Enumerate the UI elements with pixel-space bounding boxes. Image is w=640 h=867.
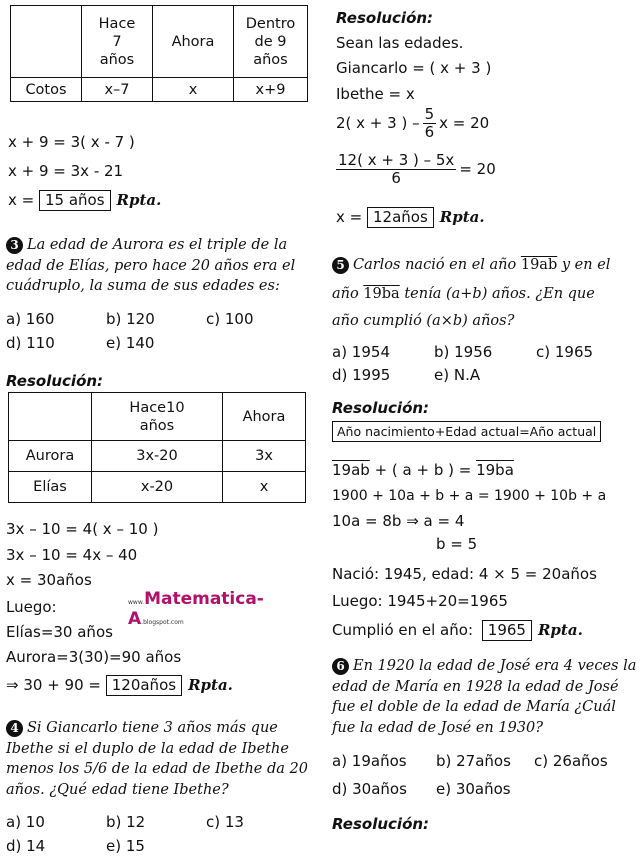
option: c) 13 [206,813,244,831]
answer-box: 15 años [39,190,111,211]
header-hace: Hace10 años [92,393,223,441]
cell: x-20 [92,472,223,503]
cell: x+9 [234,78,308,102]
rpta-label: Rpta. [188,676,233,694]
option: b) 1956 [434,343,493,361]
option: c) 1965 [536,343,594,361]
answer-line: ⇒ 30 + 90 = 120años Rpta. [6,676,233,694]
eq-line: Luego: [6,598,57,616]
problem-6: 6 En 1920 la edad de José era 4 veces la edad de María en 1928 la edad de José fue el doble de la edad de María ¿Cuál fue la edad de José en 1930? [332,658,637,736]
rpta-label: Rpta. [116,191,162,209]
rpta-label: Rpta. [439,208,485,226]
option: b) 12 [106,813,146,831]
option: d) 1995 [332,366,391,384]
option: c) 26años [534,752,608,770]
problem-5-line-2: año 19ba tenía (a+b) años. ¿En que [332,286,595,302]
cell: 3x-20 [92,441,223,472]
option: a) 10 [6,813,45,831]
eq-line: Elías=30 años [6,623,113,641]
row-label: Elías [9,472,92,503]
section-heading: Resolución: [336,9,434,27]
age-table-1 [10,5,308,102]
eq-line: 1900 + 10a + b + a = 1900 + 10b + a [332,488,607,504]
eq-line: Ibethe = x [336,85,415,103]
eq-line: x = 30años [6,571,92,589]
eq-line: x + 9 = 3x - 21 [8,162,124,180]
option: a) 1954 [332,343,390,361]
option: e) N.A [434,366,481,384]
eq-line: 10a = 8b ⇒ a = 4 [332,512,465,530]
eq-line: Nació: 1945, edad: 4 × 5 = 20años [332,565,597,583]
section-heading: Resolución: [6,372,104,390]
eq-line: 3x – 10 = 4x – 40 [6,546,138,564]
eq-line: 3x – 10 = 4( x – 10 ) [6,520,159,538]
cell: 3x [223,441,306,472]
problem-5-line-3: año cumplió (a×b) años? [332,313,515,329]
option: d) 14 [6,837,46,855]
cell: x–7 [82,78,153,102]
problem-3: 3 La edad de Aurora es el triple de la edad de Elías, pero hace 20 años era el cuádruplo, la suma de sus edades es: [6,237,296,294]
answer-box: 1965 [482,620,532,641]
eq-line: b = 5 [436,535,478,553]
option: b) 120 [106,310,155,328]
row-label: Aurora [9,441,92,472]
age-table-2 [8,392,306,503]
eq-line: Luego: 1945+20=1965 [332,592,508,610]
option: c) 100 [206,310,254,328]
row-label: Cotos [11,78,82,102]
eq-line: Aurora=3(30)=90 años [6,648,182,666]
problem-number-badge: 4 [6,720,23,737]
header-hace: Hace 7 años [82,6,153,78]
equation-fraction-2: $\frac{12( x + 3 ) - 5x}{6}$ = 20 [338,151,496,187]
option: e) 15 [106,837,145,855]
watermark-logo: www.Matematica-A.blogspot.com [128,589,264,629]
formula-box: Año nacimiento+Edad actual=Año actual [332,421,601,442]
section-heading: Resolución: [332,815,430,833]
header-dentro: Dentro de 9 años [234,6,308,78]
equation-fraction-1: 2( x + 3 ) – $\frac{5}{6}$ x = 20 [336,105,490,141]
answer-box: 12años [367,207,434,228]
cell: x [153,78,234,102]
rpta-label: Rpta. [537,621,583,639]
eq-line: Giancarlo = ( x + 3 ) [336,59,492,77]
answer-box: 120años [106,675,182,696]
option: d) 30años [332,780,407,798]
option: d) 110 [6,334,55,352]
answer-line: x = 15 años Rpta. [8,191,162,209]
problem-number-badge: 6 [332,658,349,675]
option: e) 30años [436,780,511,798]
option: a) 160 [6,310,55,328]
eq-line: Sean las edades. [336,34,464,52]
option: e) 140 [106,334,155,352]
section-heading: Resolución: [332,399,430,417]
option: a) 19años [332,752,407,770]
eq-line: x + 9 = 3( x - 7 ) [8,133,135,151]
answer-line: Cumplió en el año: 1965 Rpta. [332,621,583,639]
header-ahora: Ahora [153,6,234,78]
header-ahora: Ahora [223,393,306,441]
problem-5-line-1: 5 Carlos nació en el año 19ab y en el [332,255,610,276]
problem-number-badge: 3 [6,237,23,254]
problem-4: 4 Si Giancarlo tiene 3 años más que Ibethe si el duplo de la edad de Ibethe menos los 5/6 de la edad de Ibethe da 20 años. ¿Qué edad tiene Ibethe? [6,720,308,798]
cell: x [223,472,306,503]
answer-line: x = 12años Rpta. [336,208,485,226]
option: b) 27años [436,752,511,770]
problem-number-badge: 5 [332,257,349,274]
eq-line: 19ab + ( a + b ) = 19ba [332,461,514,479]
